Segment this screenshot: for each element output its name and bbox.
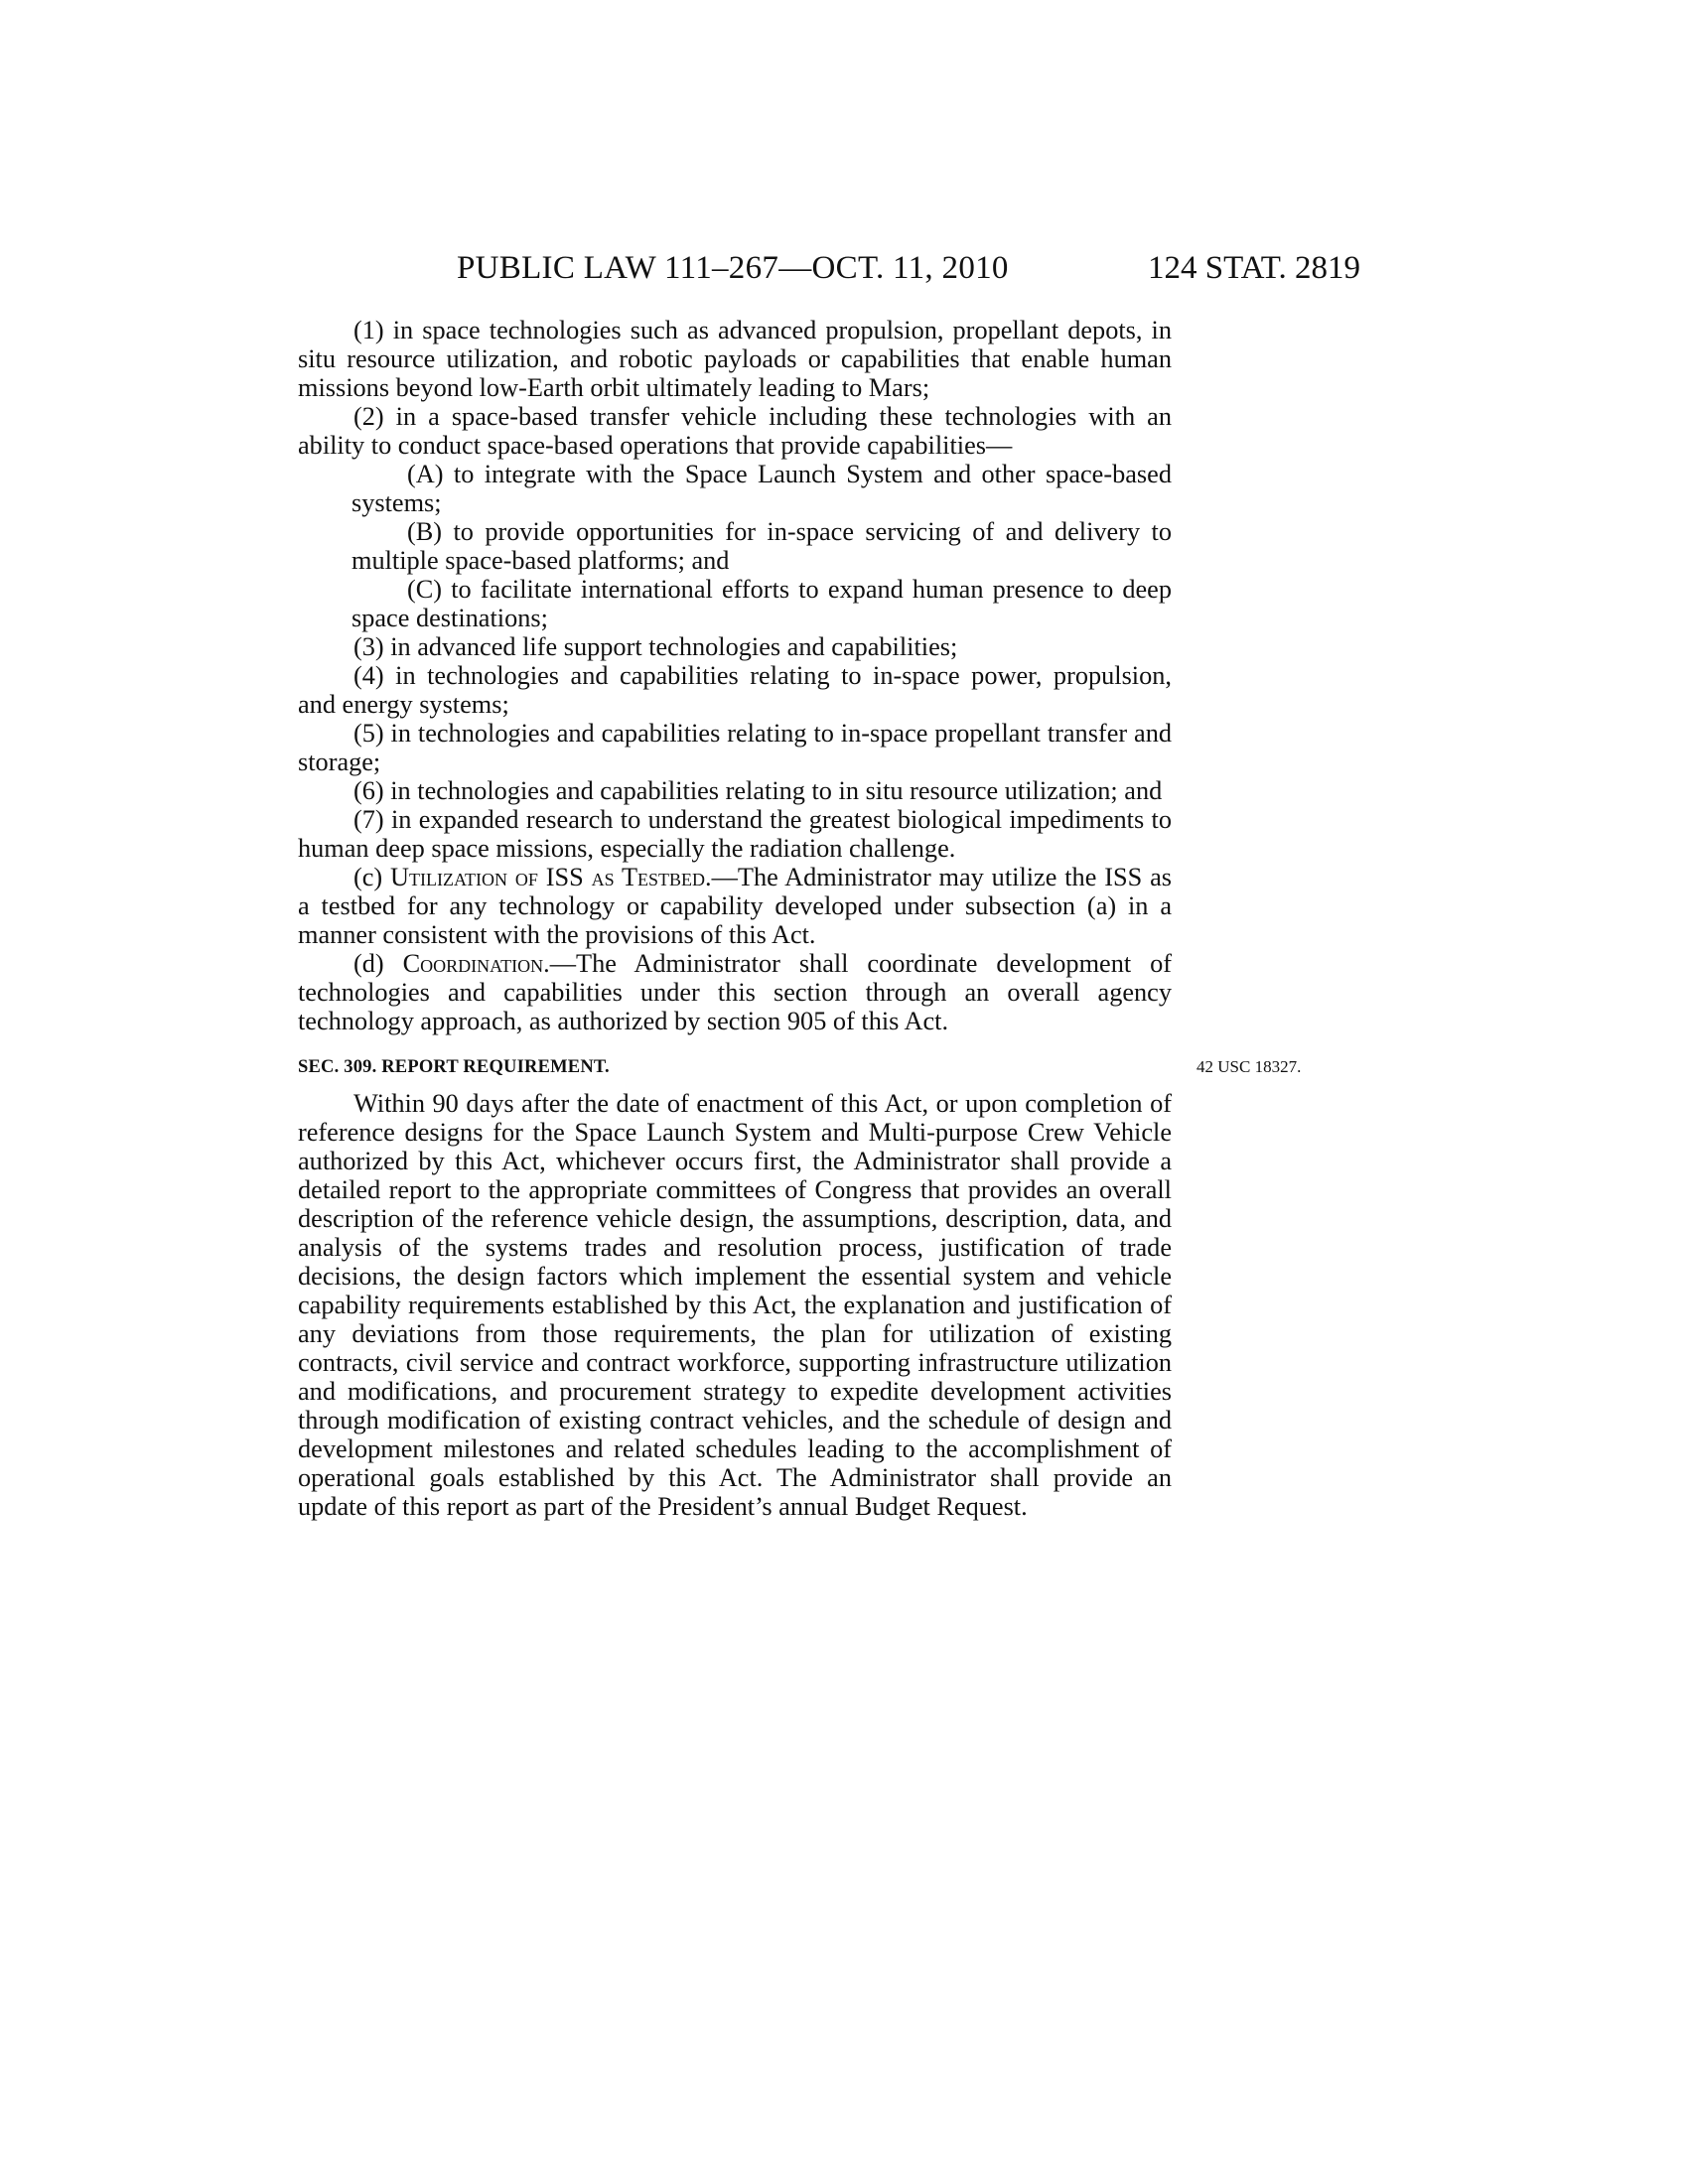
paragraph-7: (7) in expanded research to understand the greatest biological impediments to human deep space missions, especially the radiation challenge. xyxy=(298,805,1172,863)
document-body xyxy=(298,316,1172,1521)
subparagraph-a: (A) to integrate with the Space Launch System and other space-based systems; xyxy=(352,460,1172,517)
margin-citation-note: 42 USC 18327. xyxy=(1196,1057,1302,1076)
paragraph-4: (4) in technologies and capabilities relating to in-space power, propulsion, and energy systems; xyxy=(298,661,1172,719)
section-heading: SEC. 309. REPORT REQUIREMENT. xyxy=(298,1057,610,1077)
paragraph-3: (3) in advanced life support technologies and capabilities; xyxy=(353,632,958,661)
subsection-c-title: Utilization of ISS as Testbed. xyxy=(390,863,712,891)
subsection-c-label: (c) xyxy=(353,863,391,891)
public-law-citation: PUBLIC LAW 111–267—OCT. 11, 2010 xyxy=(457,250,1009,286)
subsection-d-title: Coordination. xyxy=(402,949,550,978)
subparagraph-b: (B) to provide opportunities for in-space servicing of and delivery to multiple space-based platforms; and xyxy=(352,517,1172,575)
section-body: Within 90 days after the date of enactment of this Act, or upon completion of reference designs for the Space Launch System and Multi-purpose Crew Vehicle authorized by this Act, whichever occurs first, the Administrator shall provide a detailed report to the appropriate committees of Congress that provides an overall description of the reference vehicle design, the assumptions, description, data, and analysis of the systems trades and resolution process, justification of trade decisions, the design factors which implement the essential system and vehicle capability requirements established by this Act, the explanation and justification of any deviations from those requirements, the plan for utilization of existing contracts, civil service and contract workforce, supporting infrastructure utilization and modifications, and procurement strategy to expedite development activities through modification of existing contract vehicles, and the schedule of design and development milestones and related schedules leading to the accomplishment of operational goals established by this Act. The Administrator shall provide an update of this report as part of the President’s annual Budget Request. xyxy=(298,1089,1172,1521)
paragraph-5: (5) in technologies and capabilities relating to in-space propellant transfer and storage; xyxy=(298,719,1172,776)
subsection-d-text: —The Administrator shall coordinate development of technologies and capabilities under this section through an overall agency technology approach, as authorized by section 905 of this Act. xyxy=(298,949,1172,1035)
statute-page-number: 124 STAT. 2819 xyxy=(1147,250,1360,286)
subsection-c-text: —The Administrator may utilize the ISS as a testbed for any technology or capability developed under subsection (a) in a manner consistent with the provisions of this Act. xyxy=(298,863,1172,949)
subsection-c xyxy=(298,863,1172,949)
subsection-d xyxy=(298,949,1172,1035)
subparagraph-c: (C) to facilitate international efforts to expand human presence to deep space destinations; xyxy=(352,575,1172,632)
paragraph-2: (2) in a space-based transfer vehicle including these technologies with an ability to conduct space-based operations that provide capabilities— xyxy=(298,402,1172,460)
page-header xyxy=(298,244,1360,292)
subsection-d-label: (d) xyxy=(353,949,403,978)
paragraph-1: (1) in space technologies such as advanced propulsion, propellant depots, in situ resource utilization, and robotic payloads or capabilities that enable human missions beyond low-Earth orbit ultimately leading to Mars; xyxy=(298,316,1172,402)
paragraph-6: (6) in technologies and capabilities relating to in situ resource utilization; and xyxy=(353,776,1163,805)
